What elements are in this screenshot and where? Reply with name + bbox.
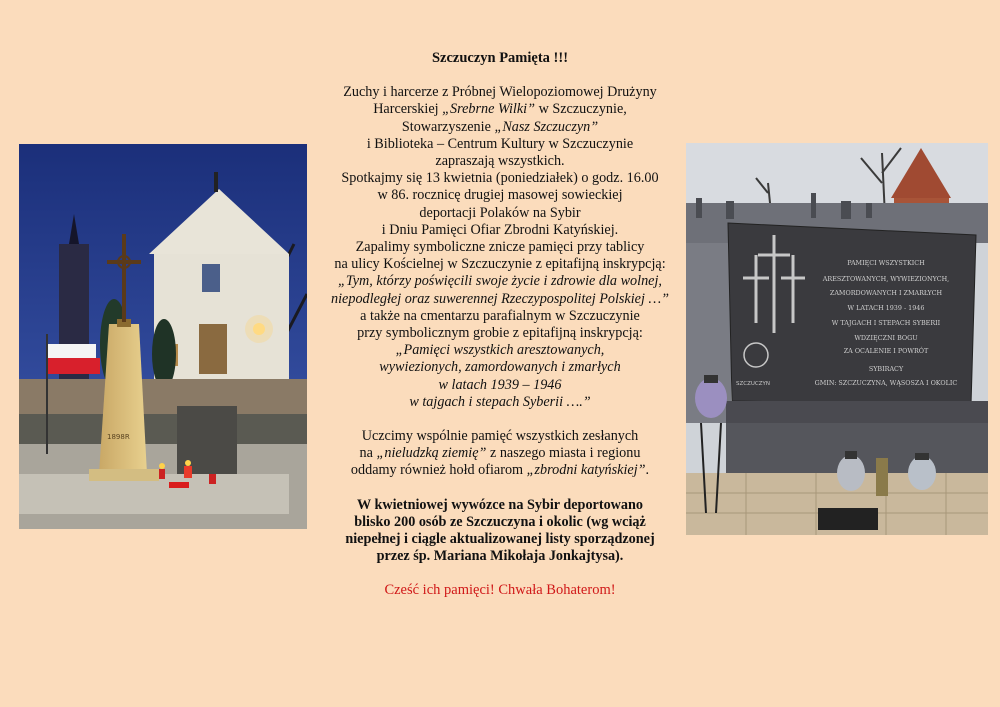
stone-line: ZAMORDOWANYCH I ZMARŁYCH xyxy=(829,289,943,297)
stone-line: WDZIĘCZNI BOGU xyxy=(854,334,918,342)
meeting-line: deportacji Polaków na Sybir xyxy=(419,204,581,221)
cemetery-line: przy symbolicznym grobie z epitafijną inskrypcją: xyxy=(357,325,643,342)
stone-line: PAMIĘCI WSZYSTKICH xyxy=(847,259,925,267)
cemetery-line: a także na cmentarzu parafialnym w Szczuczynie xyxy=(360,307,640,324)
association-name: „Nasz Szczuczyn” xyxy=(494,118,599,135)
meeting-line: Spotkajmy się 13 kwietnia (poniedziałek) o godz. 16.00 xyxy=(341,170,659,187)
stone-line: ARESZTOWANYCH, WYWIEZIONYCH, xyxy=(822,275,950,283)
stone-line: ZA OCALENIE I POWRÓT xyxy=(843,347,929,355)
deportation-note: niepełnej i ciągle aktualizowanej listy sporządzonej xyxy=(345,531,655,548)
honor-line: oddamy również hołd ofiarom „zbrodni katyńskiej”. xyxy=(350,462,650,479)
stone-line: SYBIRACY xyxy=(868,365,904,373)
meeting-line: w 86. rocznicę drugiej masowej sowieckiej xyxy=(377,187,623,204)
intro-line: zapraszają wszystkich. xyxy=(435,153,565,170)
stone-line: GMIN: SZCZUCZYNA, WĄSOSZA I OKOLIC xyxy=(814,379,958,387)
inscription-line: „Tym, którzy poświęcili swoje życie i zdrowie dla wolnej, xyxy=(338,273,662,290)
honor-line: Uczcimy wspólnie pamięć wszystkich zesłanych xyxy=(361,428,639,445)
photo-monument-church-illustration xyxy=(19,144,307,529)
intro-line: i Biblioteka – Centrum Kultury w Szczuczynie xyxy=(366,135,634,152)
troop-name: „Srebrne Wilki” xyxy=(442,101,536,118)
candles-line: na ulicy Kościelnej w Szczuczynie z epitafijną inskrypcją: xyxy=(334,256,666,273)
inscription-line: niepodległej oraz suwerennej Rzeczypospolitej Polskiej …” xyxy=(331,290,669,307)
intro-line: Zuchy i harcerze z Próbnej Wielopoziomowej Drużyny xyxy=(343,84,657,101)
honor-line: na „nieludzką ziemię” z naszego miasta i regionu xyxy=(359,445,641,462)
stone-line: W TAJGACH I STEPACH SYBERII xyxy=(831,319,941,327)
photo-symbolic-grave xyxy=(686,143,988,535)
deportation-note: W kwietniowej wywózce na Sybir deportowano xyxy=(357,496,643,513)
obelisk-inscription: 1898R xyxy=(107,433,130,441)
meeting-line: i Dniu Pamięci Ofiar Zbrodni Katyńskiej. xyxy=(381,221,619,238)
stone-line: W LATACH 1939 - 1946 xyxy=(847,304,925,312)
inscription-line: w latach 1939 – 1946 xyxy=(438,376,562,393)
inscription-line: „Pamięci wszystkich aresztowanych, xyxy=(395,342,605,359)
closing-line: Cześć ich pamięci! Chwała Bohaterom! xyxy=(384,582,616,599)
intro-line: Stowarzyszenie „Nasz Szczuczyn” xyxy=(401,118,599,135)
photo-symbolic-grave-illustration xyxy=(686,143,988,535)
inscription-line: w tajgach i stepach Syberii ….” xyxy=(409,393,591,410)
intro-line: Harcerskiej „Srebrne Wilki” w Szczuczynie, xyxy=(373,101,627,118)
inscription-line: wywiezionych, zamordowanych i zmarłych xyxy=(379,359,621,376)
emblem-label: SZCZUCZYN xyxy=(736,381,770,387)
deportation-note: blisko 200 osób ze Szczuczyna i okolic (wg wciąż xyxy=(354,513,646,530)
candles-line: Zapalimy symboliczne znicze pamięci przy tablicy xyxy=(355,239,645,256)
deportation-note: przez śp. Mariana Mikołaja Jonkajtysa). xyxy=(376,548,624,565)
announcement-text xyxy=(310,50,690,600)
photo-monument-church xyxy=(19,144,307,529)
page-title: Szczuczyn Pamięta !!! xyxy=(431,50,569,66)
